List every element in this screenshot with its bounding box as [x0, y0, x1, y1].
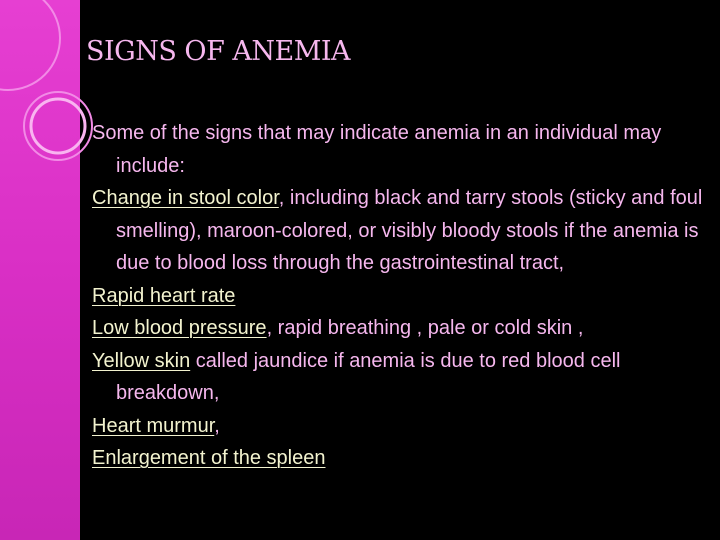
list-item: [92, 182, 704, 280]
link-heart-rate[interactable]: Rapid heart rate: [92, 284, 236, 307]
link-blood-pressure[interactable]: Low blood pressure: [92, 317, 267, 339]
deco-circle-medium: [24, 92, 92, 160]
item-text: , including black and tarry stools (sticky and foul smelling), maroon-colored, or visibly bloody stools if the anemia is due to blood loss through the gastrointestinal tract,: [116, 187, 703, 274]
link-yellow-skin[interactable]: Yellow skin: [92, 349, 191, 372]
deco-circle-inner: [31, 99, 85, 153]
link-heart-murmur[interactable]: Heart murmur: [92, 414, 215, 437]
link-spleen[interactable]: Enlargement of the spleen: [92, 447, 326, 469]
list-item: [92, 345, 704, 410]
list-item: [92, 280, 704, 313]
deco-circle-large: [0, 0, 60, 90]
slide-title: SIGNS OF ANEMIA: [86, 36, 351, 67]
intro-text: Some of the signs that may indicate anemia in an individual may include:: [92, 122, 662, 177]
list-item: [92, 442, 704, 475]
link-stool-color[interactable]: Change in stool color: [92, 187, 279, 209]
item-text: called jaundice if anemia is due to red blood cell breakdown,: [116, 349, 621, 404]
slide-content: [92, 117, 704, 475]
list-item: [92, 312, 704, 345]
list-item: [92, 410, 704, 443]
item-text: ,: [214, 414, 220, 437]
item-text: , rapid breathing , pale or cold skin ,: [266, 317, 584, 339]
